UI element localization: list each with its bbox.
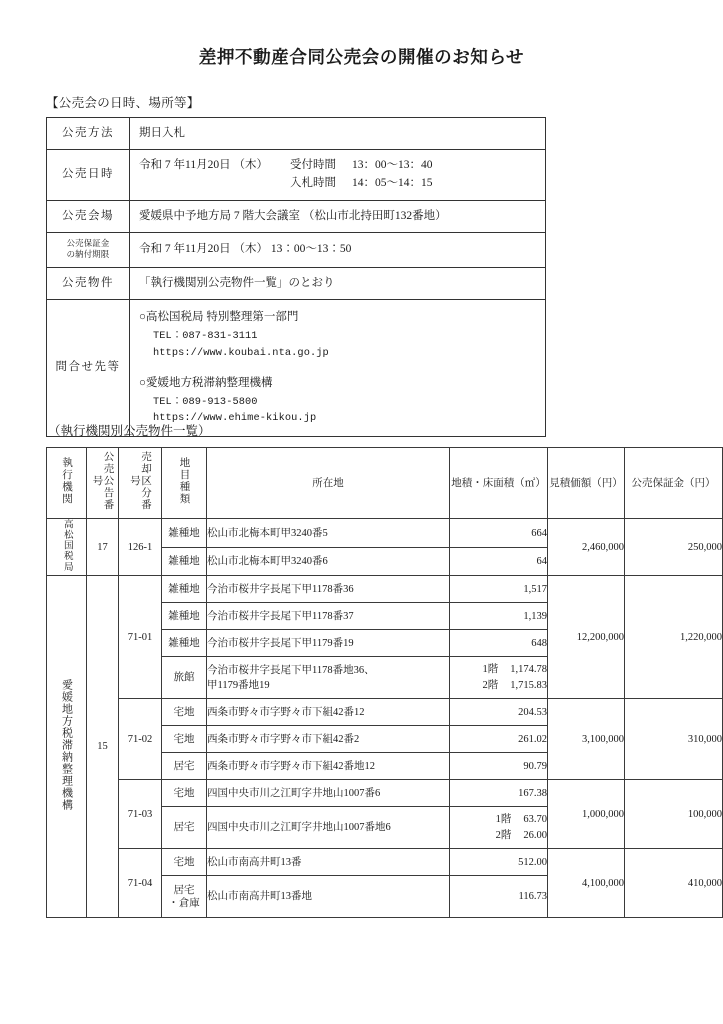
header-lot-no-label: 売却区分番号: [129, 451, 152, 511]
cell-area: 1,517: [450, 576, 548, 603]
cell-lot-no: 71-02: [119, 699, 162, 780]
section-heading-schedule: 【公売会の日時、場所等】: [46, 96, 200, 110]
table-row: [47, 267, 546, 299]
contact-label: 問合せ先等: [47, 300, 130, 437]
cell-estimate-price: 2,460,000: [548, 519, 625, 576]
contact2-url[interactable]: https://www.ehime-kikou.jp: [153, 412, 317, 425]
agency-name: 愛媛地方税滞納整理機構: [60, 679, 73, 812]
page-title: 差押不動産合同公売会の開催のお知らせ: [198, 47, 525, 67]
cell-address: 松山市南高井町13番地: [207, 876, 450, 918]
cell-land-kind: 宅地: [162, 849, 207, 876]
contact-divider: [139, 363, 541, 373]
table-row: [47, 849, 723, 876]
cell-land-kind: 雑種地: [162, 547, 207, 576]
deposit-deadline-label: [47, 233, 130, 268]
header-land-kind: [162, 448, 207, 519]
bidding-label: 入札時間: [289, 177, 336, 190]
header-agency: [47, 448, 87, 519]
floor-area-value: 26.00: [523, 829, 547, 841]
cell-area: 204.53: [450, 699, 548, 726]
header-estimate-label: 見積価額（円）: [549, 477, 623, 489]
cell-address: 西条市野々市字野々市下組42番12: [207, 699, 450, 726]
table-row: [47, 699, 723, 726]
cell-land-kind: 居宅: [162, 753, 207, 780]
floor-area-value: 1,174.78: [510, 664, 547, 676]
header-notice-no: [87, 448, 119, 519]
cell-lot-no: 126-1: [119, 519, 162, 576]
cell-land-kind: 宅地: [162, 699, 207, 726]
cell-area: 90.79: [450, 753, 548, 780]
cell-area: 167.38: [450, 780, 548, 807]
auction-date: 令和 7 年11月20日 （木）: [139, 159, 268, 172]
reception-time-row: [290, 157, 433, 175]
table-header-row: [47, 448, 723, 519]
datetime-label: 公売日時: [47, 150, 130, 201]
cell-estimate-price: 1,000,000: [548, 780, 625, 849]
table-row: [47, 150, 546, 201]
cell-deposit-amount: 250,000: [625, 519, 723, 576]
cell-area: 261.02: [450, 726, 548, 753]
header-area-label: 地積・床面積（㎡）: [451, 477, 546, 489]
floor-area-value: 1,715.83: [510, 679, 547, 691]
cell-estimate-price: 3,100,000: [548, 699, 625, 780]
bidding-value: 14：05〜14：15: [351, 177, 433, 190]
property-list-table: [46, 447, 723, 918]
method-value: 期日入札: [130, 118, 546, 150]
cell-area: 64: [450, 547, 548, 576]
cell-address: 四国中央市川之江町字井地山1007番6: [207, 780, 450, 807]
header-deposit-label: 公売保証金（円）: [631, 477, 716, 489]
cell-area: [450, 807, 548, 849]
bidding-time-row: [290, 175, 433, 193]
contact1-tel: TEL：087-831-3111: [153, 330, 258, 343]
contact2-org: ○愛媛地方税滞納整理機構: [139, 376, 273, 389]
cell-land-kind: 雑種地: [162, 630, 207, 657]
cell-notice-no: 17: [87, 519, 119, 576]
table-row: [47, 233, 546, 268]
agency-name: 高松国税局: [61, 519, 73, 573]
table-row: [47, 576, 723, 603]
property-value: 「執行機関別公売物件一覧」のとおり: [130, 267, 546, 299]
contact-value: [130, 300, 546, 437]
table-row: [47, 118, 546, 150]
table-row: [47, 519, 723, 548]
cell-area: 1,139: [450, 603, 548, 630]
cell-land-kind: 宅地: [162, 726, 207, 753]
cell-deposit-amount: 410,000: [625, 849, 723, 918]
header-land-kind-label: 地目種類: [178, 457, 190, 505]
cell-land-kind: 旅館: [162, 657, 207, 699]
cell-address: 今治市桜井字長尾下甲1178番地36、 甲1179番地19: [207, 657, 450, 699]
deposit-deadline-label-line2: の納付期限: [66, 250, 110, 260]
cell-land-kind: 雑種地: [162, 576, 207, 603]
header-address-label: 所在地: [312, 477, 344, 489]
contact1-url[interactable]: https://www.koubai.nta.go.jp: [153, 346, 329, 359]
cell-deposit-amount: 1,220,000: [625, 576, 723, 699]
cell-area: 664: [450, 519, 548, 548]
floor-area-value: 63.70: [523, 814, 547, 826]
table-row: [47, 780, 723, 807]
method-label: 公売方法: [47, 118, 130, 150]
cell-deposit-amount: 100,000: [625, 780, 723, 849]
header-estimate: [548, 448, 625, 519]
floor-area-row: [450, 828, 547, 844]
cell-land-kind: 雑種地: [162, 603, 207, 630]
header-address: [207, 448, 450, 519]
cell-land-kind: 居宅: [162, 807, 207, 849]
cell-address: 今治市桜井字長尾下甲1179番19: [207, 630, 450, 657]
cell-lot-no: 71-01: [119, 576, 162, 699]
cell-address: 松山市北梅本町甲3240番5: [207, 519, 450, 548]
contact-entry-ntaj: [139, 307, 541, 363]
cell-area: 116.73: [450, 876, 548, 918]
cell-area: [450, 657, 548, 699]
cell-lot-no: 71-04: [119, 849, 162, 918]
property-list-body: [47, 519, 723, 918]
cell-address: 西条市野々市字野々市下組42番地12: [207, 753, 450, 780]
cell-land-kind: 宅地: [162, 780, 207, 807]
venue-value: 愛媛県中予地方局 7 階大会議室 （松山市北持田町132番地）: [130, 200, 546, 232]
header-agency-label: 執行機関: [61, 457, 72, 505]
floor-area-row: [450, 678, 547, 694]
cell-land-kind: 居宅 ・倉庫: [162, 876, 207, 918]
cell-address: 西条市野々市字野々市下組42番2: [207, 726, 450, 753]
contact1-org: ○高松国税局 特別整理第一部門: [139, 311, 299, 324]
cell-address: 松山市北梅本町甲3240番6: [207, 547, 450, 576]
cell-address: 四国中央市川之江町字井地山1007番地6: [207, 807, 450, 849]
deposit-deadline-label-line1: 公売保証金: [66, 239, 110, 249]
table-row: [47, 300, 546, 437]
cell-address: 今治市桜井字長尾下甲1178番36: [207, 576, 450, 603]
cell-lot-no: 71-03: [119, 780, 162, 849]
cell-notice-no: 15: [87, 576, 119, 918]
header-area: [450, 448, 548, 519]
cell-address: 松山市南高井町13番: [207, 849, 450, 876]
cell-agency: [47, 576, 87, 918]
auction-info-table: [46, 117, 546, 437]
cell-agency: [47, 519, 87, 576]
venue-label: 公売会場: [47, 200, 130, 232]
table-row: [47, 200, 546, 232]
contact2-tel: TEL：089-913-5800: [153, 395, 258, 408]
floor-area-row: [450, 812, 547, 828]
header-lot-no: [119, 448, 162, 519]
section-heading-property-list: （執行機関別公売物件一覧）: [48, 424, 211, 438]
cell-address: 今治市桜井字長尾下甲1178番37: [207, 603, 450, 630]
cell-land-kind: 雑種地: [162, 519, 207, 548]
datetime-value: [130, 150, 546, 201]
cell-area: 512.00: [450, 849, 548, 876]
reception-value: 13：00〜13：40: [351, 159, 433, 172]
floor-label: 2階: [495, 829, 512, 841]
floor-label: 1階: [482, 664, 499, 676]
cell-estimate-price: 12,200,000: [548, 576, 625, 699]
cell-deposit-amount: 310,000: [625, 699, 723, 780]
deposit-deadline-value: 令和 7 年11月20日 （木） 13：00〜13：50: [130, 233, 546, 268]
floor-label: 2階: [482, 679, 499, 691]
property-label: 公売物件: [47, 267, 130, 299]
floor-label: 1階: [495, 814, 512, 826]
cell-area: 648: [450, 630, 548, 657]
floor-area-row: [450, 662, 547, 678]
reception-label: 受付時間: [289, 159, 336, 172]
header-deposit: [625, 448, 723, 519]
header-notice-no-label: 公売公告番号: [91, 451, 114, 511]
cell-estimate-price: 4,100,000: [548, 849, 625, 918]
